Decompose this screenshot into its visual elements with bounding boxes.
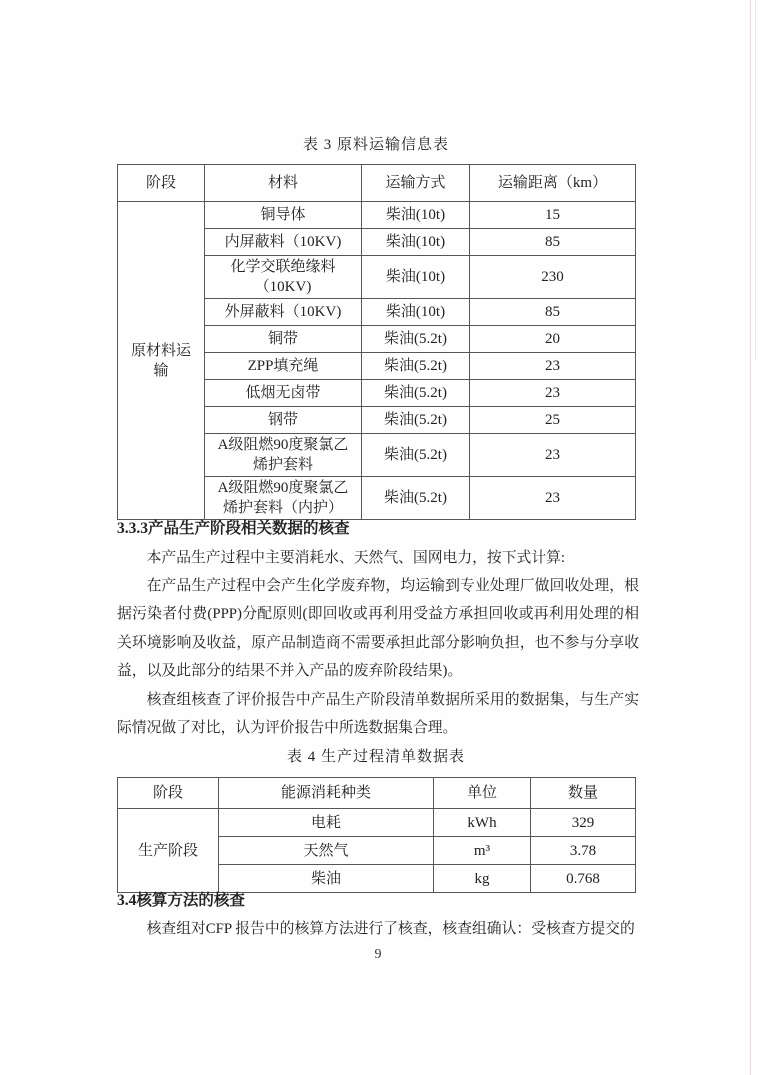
table3-header-distance: 运输距离（km） [470, 165, 636, 202]
table4-header-unit: 单位 [434, 778, 531, 809]
table3-raw-material-transport [117, 164, 636, 520]
table3-cell-mode: 柴油(5.2t) [362, 353, 470, 380]
table4-cell-qty: 329 [531, 809, 636, 837]
table3-cell-distance: 23 [470, 380, 636, 407]
table3-cell-material: 外屏蔽料（10KV) [205, 299, 362, 326]
table3-cell-distance: 20 [470, 326, 636, 353]
table4-production-inventory [117, 777, 636, 893]
table4-cell-unit: kWh [434, 809, 531, 837]
section-3-3-3-heading: 3.3.3产品生产阶段相关数据的核查 [117, 520, 350, 537]
table3-cell-distance: 85 [470, 299, 636, 326]
table4-cell-unit: m³ [434, 837, 531, 865]
section-3-3-3-paragraph-2: 在产品生产过程中会产生化学废弃物，均运输到专业处理厂做回收处理，根据污染者付费(PPP)分配原则(即回收或再利用受益方承担回收或再利用处理的相关环境影响及收益，原产品制造商不需要承担此部分影响负担，也不参与分享收益，以及此部分的结果不并入产品的废弃阶段结果)。 [117, 578, 639, 680]
section-3-3-3-paragraph-1: 本产品生产过程中主要消耗水、天然气、国网电力，按下式计算: [146, 550, 566, 566]
page-number: 9 [374, 947, 382, 962]
table3-cell-material: A级阻燃90度聚氯乙烯护套料（内护） [205, 477, 362, 520]
table3-header-mode: 运输方式 [362, 165, 470, 202]
table3-cell-distance: 23 [470, 434, 636, 477]
table3-cell-mode: 柴油(5.2t) [362, 326, 470, 353]
table-row [118, 809, 636, 837]
table4-cell-qty: 3.78 [531, 837, 636, 865]
table4-cell-type: 电耗 [219, 809, 434, 837]
section-3-4-paragraph-1: 核查组对CFP 报告中的核算方法进行了核查，核查组确认：受核查方提交的 [146, 921, 635, 937]
table4-cell-type: 柴油 [219, 865, 434, 893]
table3-cell-mode: 柴油(10t) [362, 229, 470, 256]
table3-cell-distance: 23 [470, 477, 636, 520]
table3-cell-mode: 柴油(10t) [362, 256, 470, 299]
table3-cell-distance: 230 [470, 256, 636, 299]
table3-cell-distance: 85 [470, 229, 636, 256]
table4-header-quantity: 数量 [531, 778, 636, 809]
table3-cell-mode: 柴油(10t) [362, 202, 470, 229]
table-row [118, 202, 636, 229]
table3-cell-distance: 25 [470, 407, 636, 434]
table3-cell-mode: 柴油(10t) [362, 299, 470, 326]
table3-cell-material: 铜带 [205, 326, 362, 353]
table3-cell-mode: 柴油(5.2t) [362, 434, 470, 477]
table3-header-material: 材料 [205, 165, 362, 202]
table4-cell-qty: 0.768 [531, 865, 636, 893]
table3-cell-material: 化学交联绝缘料（10KV) [205, 256, 362, 299]
table3-cell-mode: 柴油(5.2t) [362, 407, 470, 434]
table4-stage-cell: 生产阶段 [118, 809, 219, 893]
table3-cell-distance: 23 [470, 353, 636, 380]
scan-edge-artifact-2 [755, 0, 756, 360]
table3-title: 表 3 原料运输信息表 [302, 137, 449, 153]
table3-cell-mode: 柴油(5.2t) [362, 477, 470, 520]
table4-cell-unit: kg [434, 865, 531, 893]
table3-header-row [118, 165, 636, 202]
section-3-4-heading: 3.4核算方法的核查 [117, 892, 245, 909]
table3-stage-cell: 原材料运输 [118, 202, 205, 520]
table4-title: 表 4 生产过程清单数据表 [286, 749, 465, 765]
table3-cell-material: 低烟无卤带 [205, 380, 362, 407]
table4-cell-type: 天然气 [219, 837, 434, 865]
table3-cell-material: 钢带 [205, 407, 362, 434]
table3-header-stage: 阶段 [118, 165, 205, 202]
scan-edge-artifact [750, 0, 751, 1075]
table3-cell-material: A级阻燃90度聚氯乙烯护套料 [205, 434, 362, 477]
table3-cell-distance: 15 [470, 202, 636, 229]
table4-header-row [118, 778, 636, 809]
table3-cell-material: ZPP填充绳 [205, 353, 362, 380]
table3-cell-material: 内屏蔽料（10KV) [205, 229, 362, 256]
table3-cell-mode: 柴油(5.2t) [362, 380, 470, 407]
section-3-3-3-paragraph-3: 核查组核查了评价报告中产品生产阶段清单数据所采用的数据集，与生产实际情况做了对比，认为评价报告中所选数据集合理。 [117, 692, 639, 737]
table4-header-energy-type: 能源消耗种类 [219, 778, 434, 809]
table4-header-stage: 阶段 [118, 778, 219, 809]
table3-cell-material: 铜导体 [205, 202, 362, 229]
